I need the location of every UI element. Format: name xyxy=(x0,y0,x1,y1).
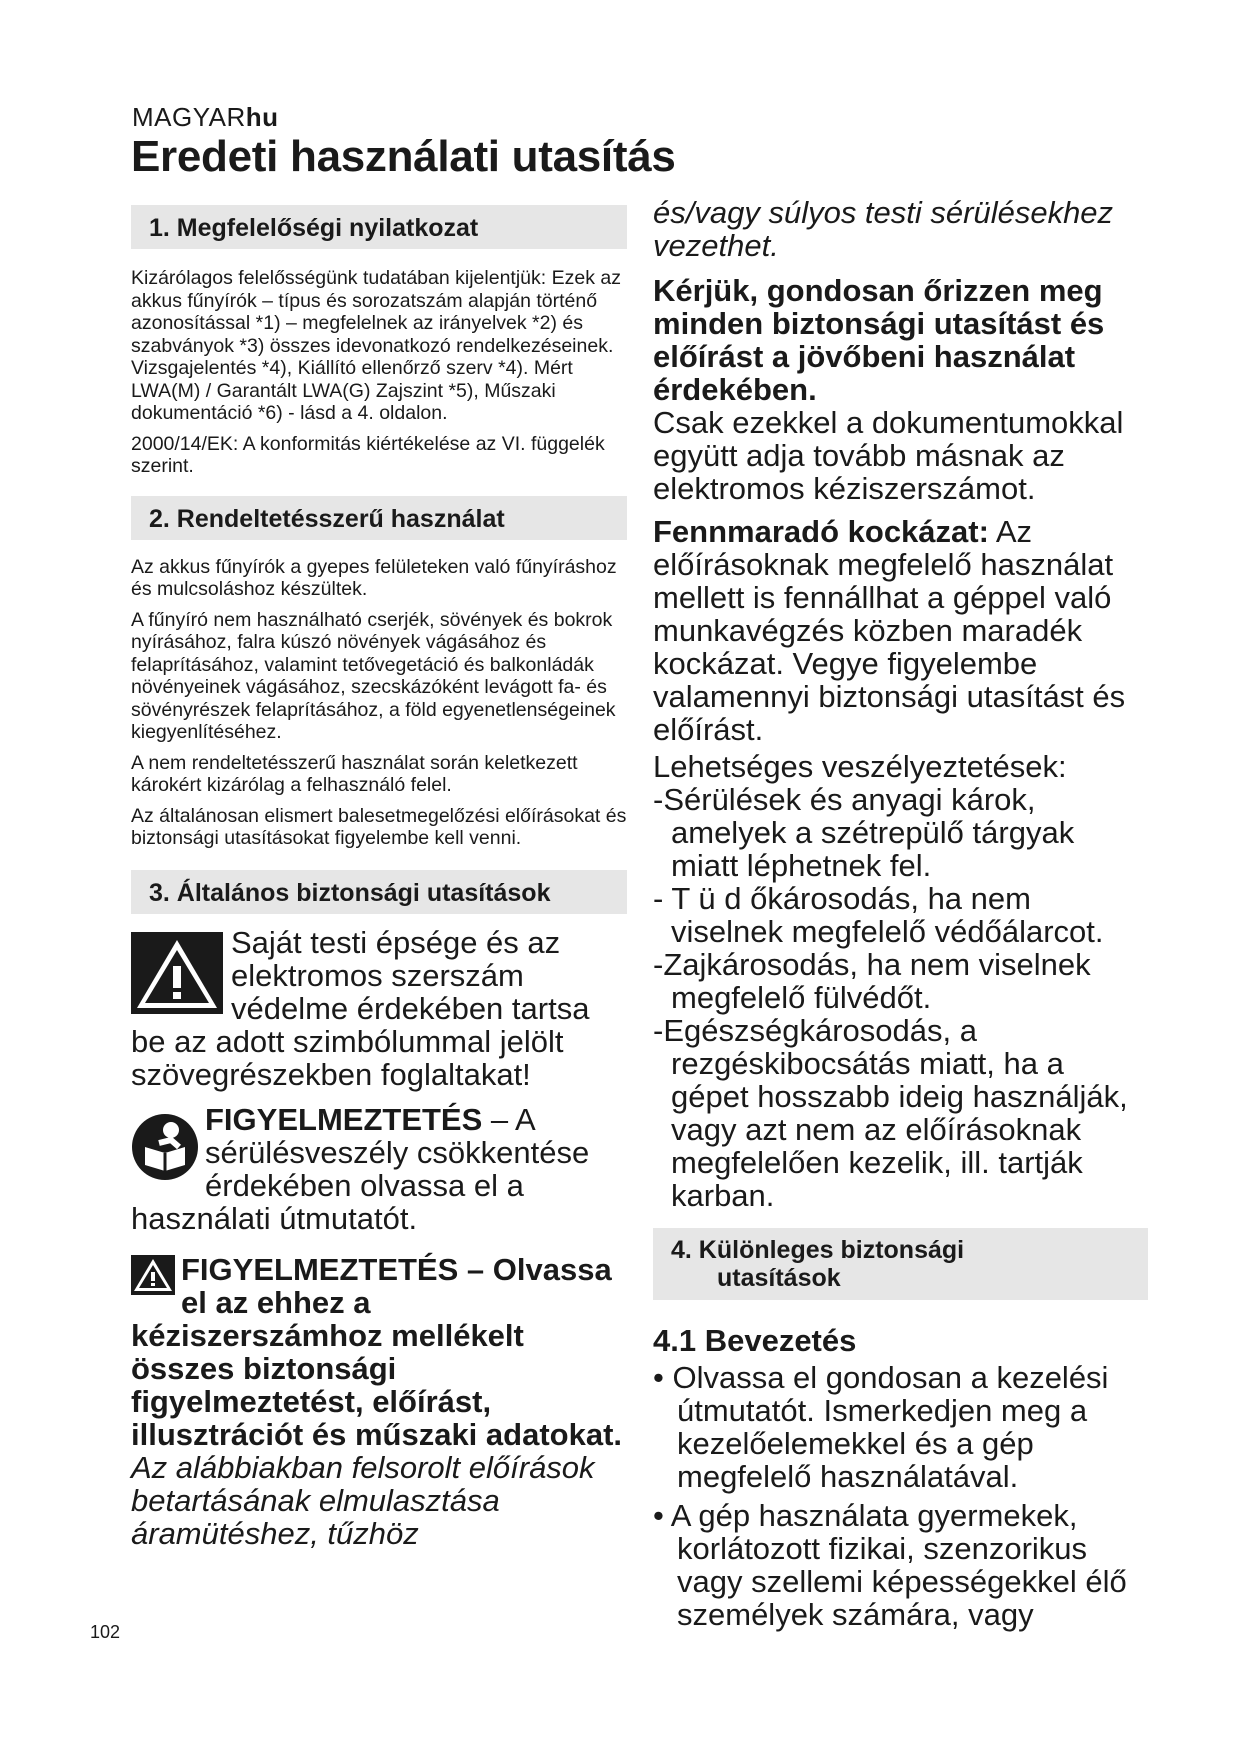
intro-bullets xyxy=(653,1361,1148,1631)
paragraph: Az akkus fűnyírók a gyepes felületeken való fűnyíráshoz és mulcsoláshoz készültek. xyxy=(131,555,617,600)
read-manual-icon xyxy=(131,1113,199,1181)
hazard-list xyxy=(653,783,1148,1212)
hazards-intro: Lehetséges veszélyeztetések: xyxy=(653,749,1067,784)
list-item: -Sérülések és anyagi károk, amelyek a szétrepülő tárgyak miatt léphetnek fel. xyxy=(653,782,1075,883)
section-2-heading: 2. Rendeltetésszerű használat xyxy=(131,496,627,540)
keep-instructions-bold: Kérjük, gondosan őrizzen meg minden biztonsági utasítást és előírást a jövőbeni használat érdekében. xyxy=(653,273,1105,407)
right-column xyxy=(653,196,1148,1631)
warning-triangle-icon xyxy=(131,932,223,1014)
section-1-body xyxy=(131,267,627,478)
paragraph: A fűnyíró nem használható cserjék, sövények és bokrok nyírásához, falra kúszó növények vágásához és felaprításához, valamint tetővegetáció és balkonládák növényeinek vágásához, szecskázóként levágott fa- és sövényrészek felaprításához, a föld egyenetlenségeinek kiegyenlítéséhez. xyxy=(131,608,616,743)
continued-text: és/vagy súlyos testi sérülésekhez vezethet. xyxy=(653,195,1114,263)
paragraph: 2000/14/EK: A konformitás kiértékelése az VI. függelék szerint. xyxy=(131,432,605,477)
warning-general: FIGYELMEZTETÉS – Olvassa el az ehhez a kéziszerszámhoz mellékelt összes biztonsági figyelmeztetést, előírást, illusztrációt és műszaki adatokat. Az alábbiakban felsorolt előírások betartásának elmulasztása áramütéshez, tűzhöz xyxy=(131,1251,623,1551)
section-2-body xyxy=(131,556,627,850)
keep-instructions-text: Csak ezekkel a dokumentumokkal együtt adja tovább másnak az elektromos kéziszerszámot. xyxy=(653,405,1124,506)
paragraph: Az általánosan elismert balesetmegelőzési előírásokat és biztonsági utasításokat figyelembe kell venni. xyxy=(131,804,627,849)
page-title: Eredeti használati utasítás xyxy=(131,132,676,181)
paragraph: Kizárólagos felelősségünk tudatában kijelentjük: Ezek az akkus fűnyírók – típus és sorozatszám alapján történő azonosítással *1) – megfelelnek az irányelvek *2) és szabványok *3) összes idevonatkozó rendelkezéseinek. Vizsgajelentés *4), Kiállító ellenőrző szerv *4). Mért LWA(M) / Garantált LWA(G) Zajszint *5), Műszaki dokumentáció *6) - lásd a 4. oldalon. xyxy=(131,267,621,424)
list-item: -Egészségkárosodás, a rezgéskibocsátás miatt, ha a gépet hosszabb ideig használják, vagy azt nem az előírásoknak megfelelően kezelik, ill. tartják karban. xyxy=(653,1013,1128,1213)
page-number: 102 xyxy=(90,1622,121,1642)
section-3-heading: 3. Általános biztonsági utasítások xyxy=(131,870,627,914)
paragraph: A nem rendeltetésszerű használat során keletkezett károkért kizárólag a felhasználó felel. xyxy=(131,751,578,796)
subsection-4-1-heading: 4.1 Bevezetés xyxy=(653,1323,857,1358)
symbol-notice: Saját testi épsége és az elektromos szerszám védelme érdekében tartsa be az adott szimbólummal jelölt szövegrészekben foglaltakat! xyxy=(131,924,590,1092)
list-item: - T ü d őkárosodás, ha nem viselnek megfelelő védőálarcot. xyxy=(653,881,1104,949)
residual-risk: Fennmaradó kockázat: Az előírásoknak megfelelő használat mellett is fennállhat a géppel való munkavégzés közben maradék kockázat. Vegye figyelembe valamennyi biztonsági utasítást és előírást. xyxy=(653,514,1126,747)
list-item: -Zajkárosodás, ha nem viselnek megfelelő fülvédőt. xyxy=(653,947,1091,1015)
warning-triangle-icon xyxy=(131,1255,175,1295)
list-item: • Olvassa el gondosan a kezelési útmutatót. Ismerkedjen meg a kezelőelemekkel és a gép megfelelő használatával. xyxy=(653,1360,1109,1494)
warning-read-manual: FIGYELMEZTETÉS – A sérülésveszély csökkentése érdekében olvassa el a használati útmutatót. xyxy=(131,1101,590,1236)
section-4-heading: 4. Különleges biztonsági utasítások xyxy=(653,1228,1148,1300)
left-column xyxy=(131,205,627,1550)
language-label: MAGYARhu xyxy=(132,102,279,132)
section-1-heading: 1. Megfelelőségi nyilatkozat xyxy=(131,205,627,249)
list-item: • A gép használata gyermekek, korlátozott fizikai, szenzorikus vagy szellemi képességekkel élő személyek számára, vagy xyxy=(653,1498,1127,1632)
